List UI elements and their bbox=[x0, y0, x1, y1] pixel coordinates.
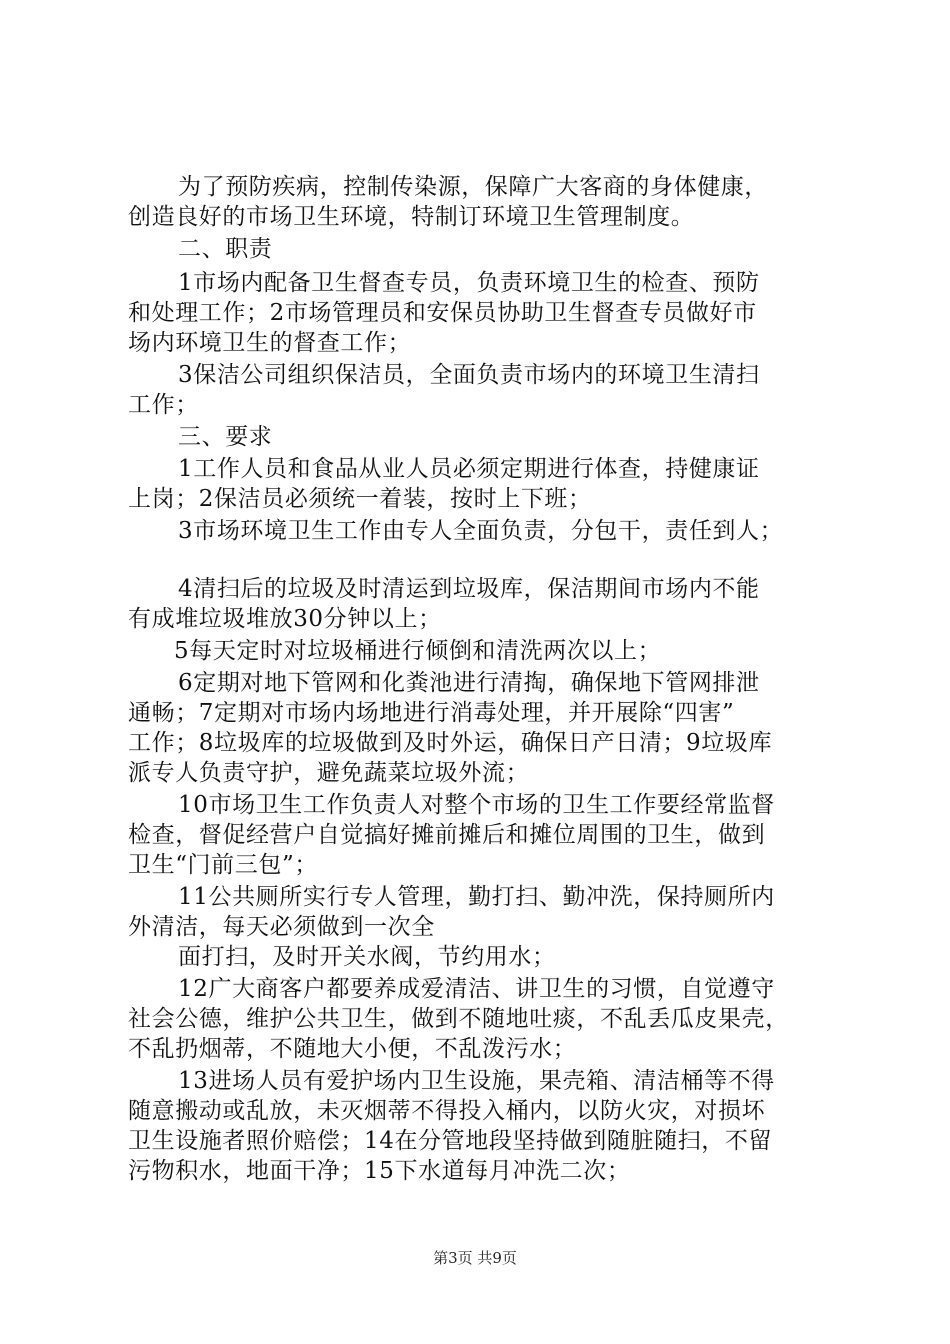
text-line: 通畅；7定期对市场内场地进行消毒处理，并开展除“四害” bbox=[128, 700, 735, 726]
text-line: 不乱扔烟蒂，不随地大小便，不乱泼污水； bbox=[128, 1036, 577, 1062]
text-line: 4清扫后的垃圾及时清运到垃圾库，保洁期间市场内不能 bbox=[178, 576, 760, 602]
text-line: 1市场内配备卫生督查专员，负责环境卫生的检查、预防 bbox=[178, 270, 760, 296]
text-line: 创造良好的市场卫生环境，特制订环境卫生管理制度。 bbox=[128, 204, 695, 230]
text-line: 10市场卫生工作负责人对整个市场的卫生工作要经常监督 bbox=[178, 792, 775, 818]
text-line: 为了预防疾病，控制传染源，保障广大客商的身体健康， bbox=[178, 174, 768, 200]
text-line: 派专人负责守护，避免蔬菜垃圾外流； bbox=[128, 760, 530, 786]
text-line: 3市场环境卫生工作由专人全面负责，分包干，责任到人； bbox=[178, 518, 784, 544]
text-line: 污物积水，地面干净；15下水道每月冲洗二次； bbox=[128, 1158, 631, 1184]
text-line: 场内环境卫生的督查工作； bbox=[128, 330, 412, 356]
text-line: 卫生“门前三包”； bbox=[128, 852, 318, 878]
text-line: 6定期对地下管网和化粪池进行清掏，确保地下管网排泄 bbox=[178, 670, 760, 696]
text-line: 随意搬动或乱放，未灭烟蒂不得投入桶内，以防火灾，对损坏 bbox=[128, 1098, 766, 1124]
text-line: 13进场人员有爱护场内卫生设施，果壳箱、清洁桶等不得 bbox=[178, 1068, 775, 1094]
text-line: 和处理工作；2市场管理员和安保员协助卫生督查专员做好市 bbox=[128, 300, 757, 326]
text-line: 工作；8垃圾库的垃圾做到及时外运，确保日产日清；9垃圾库 bbox=[128, 730, 773, 756]
text-line: 11公共厕所实行专人管理，勤打扫、勤冲洗，保持厕所内 bbox=[178, 884, 775, 910]
text-line: 有成堆垃圾堆放30分钟以上； bbox=[128, 606, 442, 632]
section-heading: 二、职责 bbox=[178, 236, 273, 262]
text-line: 检查，督促经营户自觉搞好摊前摊后和摊位周围的卫生，做到 bbox=[128, 822, 766, 848]
page-footer: 第3页 共9页 bbox=[433, 1249, 517, 1267]
text-line: 3保洁公司组织保洁员，全面负责市场内的环境卫生清扫 bbox=[178, 362, 760, 388]
text-line: 12广大商客户都要养成爱清洁、讲卫生的习惯，自觉遵守 bbox=[178, 976, 775, 1002]
text-line: 5每天定时对垃圾桶进行倾倒和清洗两次以上； bbox=[174, 638, 662, 664]
text-line: 外清洁，每天必须做到一次全 bbox=[128, 914, 435, 940]
text-line: 卫生设施者照价赔偿；14在分管地段坚持做到随脏随扫，不留 bbox=[128, 1128, 773, 1154]
text-line: 社会公德，维护公共卫生，做到不随地吐痰，不乱丢瓜皮果壳， bbox=[128, 1006, 789, 1032]
text-line: 面打扫，及时开关水阀，节约用水； bbox=[178, 944, 556, 970]
text-line: 上岗；2保洁员必须统一着装，按时上下班； bbox=[128, 486, 592, 512]
section-heading: 三、要求 bbox=[178, 424, 273, 450]
text-line: 1工作人员和食品从业人员必须定期进行体查，持健康证 bbox=[178, 456, 760, 482]
text-line: 工作； bbox=[128, 392, 199, 418]
